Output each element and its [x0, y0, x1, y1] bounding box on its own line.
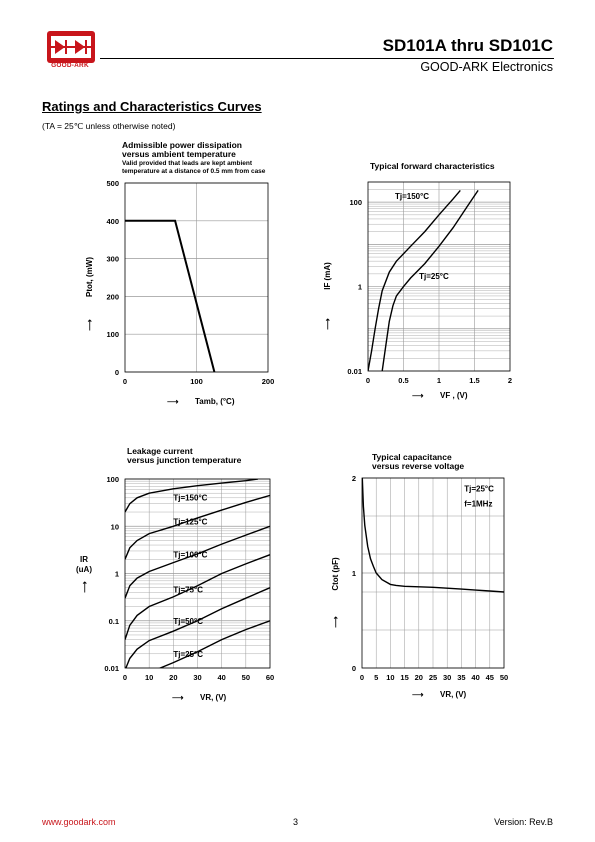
curve-annotation: Tj=125°C: [173, 517, 208, 527]
y-axis-arrow: ⟶: [323, 318, 332, 330]
x-axis-arrow: ⟶: [412, 690, 424, 699]
x-tick-label: 20: [414, 673, 423, 682]
y-tick-label: 0: [351, 664, 356, 673]
company-name: GOOD-ARK Electronics: [420, 60, 553, 74]
y-tick-label: 100: [106, 330, 119, 340]
x-tick-label: 1.5: [469, 376, 480, 385]
x-axis-arrow: ⟶: [172, 693, 184, 702]
x-tick-label: 30: [443, 673, 452, 682]
x-tick-label: 35: [457, 673, 466, 682]
y-axis-label: (uA): [76, 565, 92, 574]
x-tick-label: 50: [241, 673, 251, 682]
y-axis-label: Ctot (pF): [331, 557, 340, 591]
x-tick-label: 2: [507, 376, 513, 385]
logo-text: GOOD-ARK: [51, 62, 89, 69]
y-tick-label: 0.1: [108, 616, 119, 626]
x-tick-label: 0: [365, 376, 371, 385]
x-axis-label: VR, (V): [440, 690, 467, 699]
x-tick-label: 200: [261, 377, 275, 386]
y-axis-label: IR: [80, 555, 88, 564]
curve-annotation: Tj=150°C: [173, 493, 208, 503]
document-title: SD101A thru SD101C: [382, 36, 553, 55]
test-condition: (TA = 25℃ unless otherwise noted): [42, 121, 176, 131]
x-tick-label: 50: [499, 673, 509, 682]
x-tick-label: 0: [122, 377, 128, 386]
chart-title: Typical forward characteristics: [370, 161, 495, 171]
x-tick-label: 0.5: [398, 376, 409, 385]
y-axis-arrow: ⟶: [331, 616, 340, 628]
y-axis-label: IF (mA): [323, 262, 332, 290]
x-tick-label: 15: [400, 673, 409, 682]
y-tick-label: 400: [106, 216, 119, 226]
page-number: 3: [293, 817, 299, 827]
x-tick-label: 5: [374, 673, 379, 682]
y-tick-label: 1: [351, 569, 356, 578]
curve-annotation: Tj=25°C: [419, 272, 449, 282]
x-axis-label: VF , (V): [440, 391, 468, 400]
x-axis-arrow: ⟶: [167, 397, 179, 406]
chart-title: Leakage current: [127, 446, 193, 456]
x-axis-label: VR, (V): [200, 693, 227, 702]
chart-title: versus reverse voltage: [372, 461, 465, 471]
footer-website-link[interactable]: www.goodark.com: [42, 817, 116, 827]
y-tick-label: 1: [357, 282, 362, 292]
chart-note: temperature at a distance of 0.5 mm from case: [122, 168, 266, 175]
y-tick-label: 0: [114, 368, 119, 377]
x-tick-label: 0: [359, 673, 365, 682]
y-tick-label: 300: [106, 254, 119, 264]
x-tick-label: 20: [169, 673, 178, 682]
chart-title: versus ambient temperature: [122, 149, 236, 159]
x-tick-label: 25: [428, 673, 438, 682]
curve-annotation: Tj=50°C: [173, 617, 203, 627]
chart-note: Valid provided that leads are kept ambient: [122, 160, 253, 167]
curve-annotation: Tj=100°C: [173, 550, 208, 560]
x-tick-label: 45: [485, 673, 494, 682]
y-tick-label: 10: [110, 522, 119, 532]
x-tick-label: 10: [386, 673, 395, 682]
x-tick-label: 30: [193, 673, 202, 682]
x-tick-label: 40: [471, 673, 480, 682]
y-tick-label: 0.01: [347, 367, 362, 376]
y-axis-label: Ptot, (mW): [85, 257, 94, 297]
section-title: Ratings and Characteristics Curves: [42, 99, 262, 114]
x-axis-label: Tamb, (°C): [195, 397, 235, 406]
y-tick-label: 100: [349, 198, 362, 208]
chart-title: Typical capacitance: [372, 452, 452, 462]
y-tick-label: 100: [106, 475, 119, 484]
y-axis-arrow: ⟶: [85, 319, 94, 331]
version-label: Version: Rev.B: [494, 817, 553, 827]
y-tick-label: 500: [106, 179, 119, 188]
y-tick-label: 2: [351, 474, 356, 483]
chart-title: versus junction temperature: [127, 455, 242, 465]
y-axis-arrow: ⟶: [80, 581, 89, 593]
curve-annotation: Tj=75°C: [173, 585, 203, 595]
x-tick-label: 100: [190, 377, 203, 386]
x-tick-label: 10: [144, 673, 154, 682]
curve-annotation: Tj=150°C: [394, 191, 430, 201]
x-tick-label: 0: [122, 673, 128, 682]
x-tick-label: 1: [436, 376, 442, 385]
curve-annotation: f=1MHz: [464, 499, 493, 509]
y-tick-label: 0.01: [104, 664, 119, 673]
chart-title: Admissible power dissipation: [122, 140, 242, 150]
y-tick-label: 200: [106, 292, 119, 302]
curve-annotation: Tj=25°C: [464, 484, 494, 494]
x-tick-label: 40: [217, 673, 226, 682]
x-tick-label: 60: [265, 673, 275, 682]
y-tick-label: 1: [114, 569, 119, 579]
curve-annotation: Tj=25°C: [173, 650, 203, 660]
x-axis-arrow: ⟶: [412, 391, 424, 400]
